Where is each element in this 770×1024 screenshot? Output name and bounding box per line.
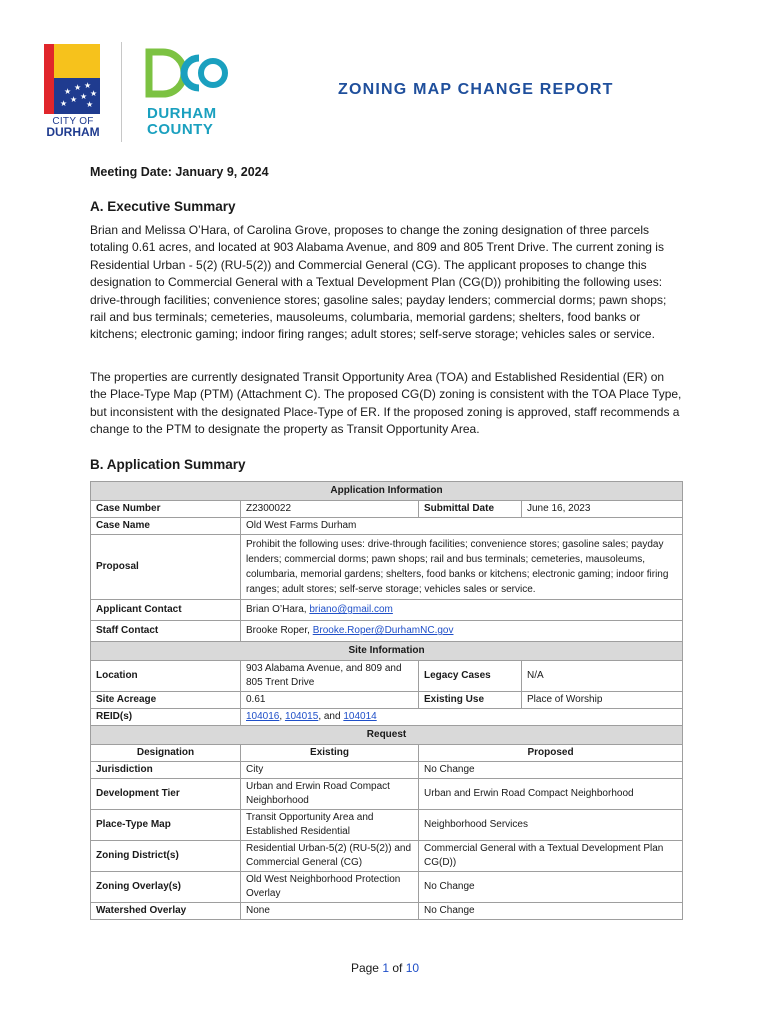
- county-logo-text: [147, 106, 217, 138]
- designation-cell: Place-Type Map: [91, 810, 241, 841]
- designation-cell: Jurisdiction: [91, 762, 241, 779]
- svg-text:★: ★: [86, 100, 94, 109]
- designation-cell: Watershed Overlay: [91, 903, 241, 920]
- county-logo-line2: COUNTY: [147, 121, 214, 138]
- reid-separator: , and: [318, 711, 344, 722]
- existing-cell: None: [241, 903, 419, 920]
- table-row: [91, 903, 683, 920]
- existing-cell: City: [241, 762, 419, 779]
- proposed-cell: No Change: [419, 903, 683, 920]
- existing-cell: Old West Neighborhood Protection Overlay: [241, 872, 419, 903]
- reid-link-104016[interactable]: 104016: [246, 711, 280, 722]
- submittal-date-label: Submittal Date: [419, 501, 522, 518]
- table-row: [91, 518, 683, 535]
- of-word: of: [389, 961, 406, 975]
- staff-name: Brooke Roper,: [246, 625, 313, 636]
- proposed-cell: No Change: [419, 762, 683, 779]
- table-row: [91, 726, 683, 745]
- table-row: [91, 745, 683, 762]
- table-row: [91, 762, 683, 779]
- staff-contact-label: Staff Contact: [91, 621, 241, 642]
- svg-text:★: ★: [64, 87, 72, 96]
- table-row: [91, 872, 683, 903]
- proposed-cell: Commercial General with a Textual Development Plan CG(D)): [419, 841, 683, 872]
- designation-cell: Zoning District(s): [91, 841, 241, 872]
- legacy-cases-value: N/A: [522, 661, 683, 692]
- reid-link-104015[interactable]: 104015: [284, 711, 319, 722]
- existing-cell: Urban and Erwin Road Compact Neighborhood: [241, 779, 419, 810]
- submittal-date-value: June 16, 2023: [522, 501, 683, 518]
- page-total: 10: [405, 961, 420, 975]
- table-row: [91, 600, 683, 621]
- designation-cell: Zoning Overlay(s): [91, 872, 241, 903]
- county-logo-line1: DURHAM: [147, 105, 217, 122]
- executive-summary-heading: A. Executive Summary: [90, 199, 236, 214]
- city-logo-line1: CITY OF: [52, 116, 94, 127]
- table-row: [91, 841, 683, 872]
- proposed-column-header: Proposed: [419, 745, 683, 762]
- proposal-label: Proposal: [91, 535, 241, 600]
- applicant-email-link[interactable]: briano@gmail.com: [309, 604, 393, 615]
- table-row: [91, 501, 683, 518]
- location-label: Location: [91, 661, 241, 692]
- table-row: [91, 482, 683, 501]
- site-acreage-label: Site Acreage: [91, 692, 241, 709]
- existing-use-label: Existing Use: [419, 692, 522, 709]
- durham-county-logo: [143, 44, 233, 140]
- proposal-value: Prohibit the following uses: drive-through facilities; convenience stores; gasoline sales; payday lenders; commercial dorms; pawn shops; rail and bus terminals; cemeteries, mausoleums, columbaria, memorial gardens; shelters, food banks or kitchens; electronic gaming; indoor firing ranges; adult stores; self-serve storage; vehicles sales or service.: [241, 535, 683, 600]
- table-row: [91, 810, 683, 841]
- application-information-header: Application Information: [91, 482, 683, 501]
- case-name-value: Old West Farms Durham: [241, 518, 683, 535]
- legacy-cases-label: Legacy Cases: [419, 661, 522, 692]
- dco-mark-icon: [143, 44, 229, 102]
- executive-summary-paragraph-2: The properties are currently designated Transit Opportunity Area (TOA) and Established Residential (ER) on the Place-Type Map (PTM) (Attachment C). The proposed CG(D) zoning is consistent with the TOA Place Type, but inconsistent with the designated Place-Type of ER. If the proposed zoning is approved, staff recommends a change to the PTM to designate the property as Transit Opportunity Area.: [90, 370, 682, 437]
- svg-text:★: ★: [74, 83, 82, 92]
- applicant-name: Brian O’Hara,: [246, 604, 310, 615]
- applicant-contact-label: Applicant Contact: [91, 600, 241, 621]
- table-row: [91, 709, 683, 726]
- table-row: [91, 621, 683, 642]
- reid-value: [241, 709, 683, 726]
- case-number-value: Z2300022: [241, 501, 419, 518]
- city-logo-text: [44, 116, 102, 138]
- table-row: [91, 661, 683, 692]
- applicant-contact-value: [241, 600, 683, 621]
- svg-text:★: ★: [60, 99, 68, 108]
- page-word: Page: [350, 961, 383, 975]
- page-footer: [0, 961, 770, 975]
- existing-cell: Transit Opportunity Area and Established Residential: [241, 810, 419, 841]
- designation-cell: Development Tier: [91, 779, 241, 810]
- site-information-header: Site Information: [91, 642, 683, 661]
- table-row: [91, 692, 683, 709]
- reid-link-104014[interactable]: 104014: [343, 711, 377, 722]
- meeting-date: Meeting Date: January 9, 2024: [90, 165, 269, 179]
- request-header: Request: [91, 726, 683, 745]
- reid-separator: ,: [279, 711, 285, 722]
- existing-column-header: Existing: [241, 745, 419, 762]
- report-title: ZONING MAP CHANGE REPORT: [338, 81, 614, 98]
- designation-column-header: Designation: [91, 745, 241, 762]
- table-row: [91, 779, 683, 810]
- city-flag-icon: [44, 44, 100, 114]
- site-acreage-value: 0.61: [241, 692, 419, 709]
- svg-text:★: ★: [84, 81, 92, 90]
- page-number: 1: [382, 961, 389, 975]
- application-summary-table: [90, 481, 683, 920]
- proposed-cell: Urban and Erwin Road Compact Neighborhood: [419, 779, 683, 810]
- proposed-cell: No Change: [419, 872, 683, 903]
- existing-cell: Residential Urban-5(2) (RU-5(2)) and Commercial General (CG): [241, 841, 419, 872]
- proposed-cell: Neighborhood Services: [419, 810, 683, 841]
- staff-email-link[interactable]: Brooke.Roper@DurhamNC.gov: [312, 625, 454, 636]
- city-of-durham-logo: [44, 44, 102, 140]
- existing-use-value: Place of Worship: [522, 692, 683, 709]
- staff-contact-value: [241, 621, 683, 642]
- table-row: [91, 642, 683, 661]
- svg-text:★: ★: [70, 95, 78, 104]
- svg-text:★: ★: [80, 92, 88, 101]
- case-name-label: Case Name: [91, 518, 241, 535]
- city-logo-line2: DURHAM: [46, 125, 100, 139]
- executive-summary-paragraph-1: Brian and Melissa O’Hara, of Carolina Grove, proposes to change the zoning designation of three parcels totaling 0.61 acres, and located at 903 Alabama Avenue, and 809 and 805 Trent Drive. The current zoning is Residential Urban - 5(2) (RU-5(2)) and Commercial General (CG). The applicant proposes to change this designation to Commercial General with a Textual Development Plan (CG(D)) prohibiting the following uses: drive-through facilities; convenience stores; gasoline sales; payday lenders; commercial dorms; pawn shops; rail and bus terminals; cemeteries, mausoleums, columbaria, memorial gardens; shelters, food banks or kitchens; electronic gaming; indoor firing ranges; adult stores; self-serve storage; vehicles sales or service.: [90, 223, 667, 342]
- reid-label: REID(s): [91, 709, 241, 726]
- table-row: [91, 535, 683, 600]
- logo-divider: [121, 42, 122, 142]
- svg-text:★: ★: [90, 89, 98, 98]
- application-summary-heading: B. Application Summary: [90, 457, 246, 472]
- case-number-label: Case Number: [91, 501, 241, 518]
- location-value: 903 Alabama Avenue, and 809 and 805 Trent Drive: [241, 661, 419, 692]
